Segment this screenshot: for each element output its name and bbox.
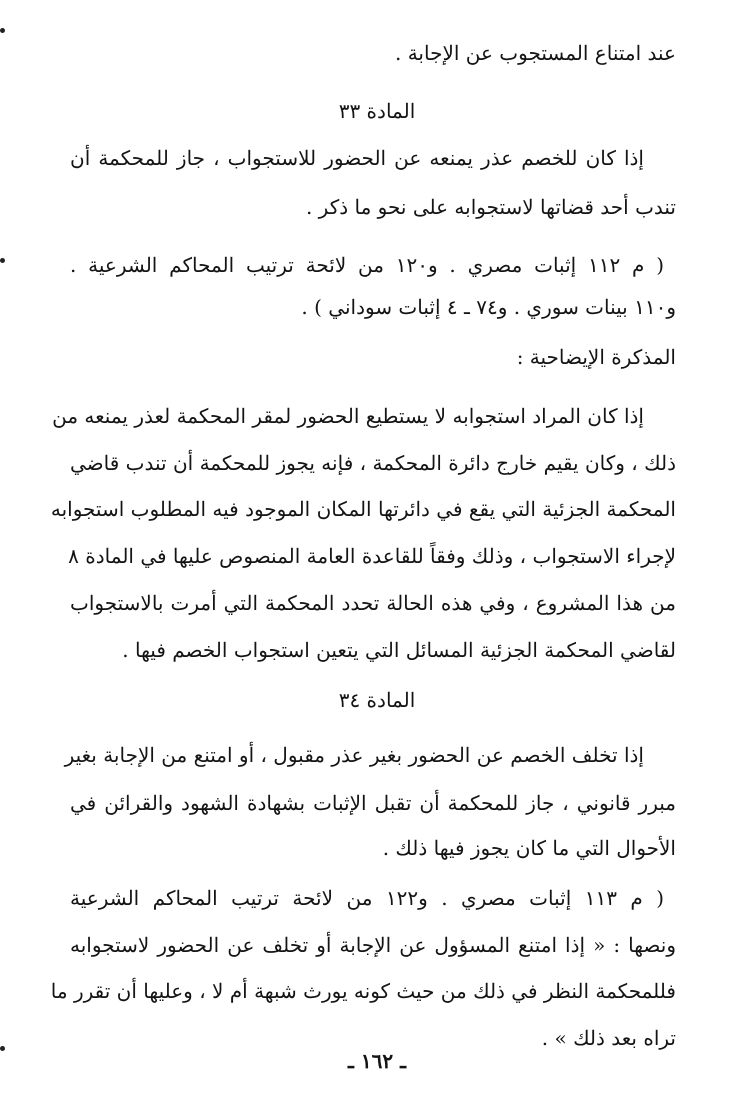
text-line: من هذا المشروع ، وفي هذه الحالة تحدد المحكمة التي أمرت بالاستجواب: [70, 591, 676, 615]
text-line: إذا كان المراد استجوابه لا يستطيع الحضور لمقر المحكمة لعذر يمنعه من: [52, 404, 644, 428]
text-line: ونصها : « إذا امتنع المسؤول عن الإجابة أو تخلف عن الحضور لاستجوابه: [70, 933, 676, 957]
text-line: الأحوال التي ما كان يجوز فيها ذلك .: [382, 836, 676, 860]
section-heading: المذكرة الإيضاحية :: [516, 345, 676, 369]
article-heading-33: المادة ٣٣: [338, 99, 416, 123]
scan-mark-top: [0, 28, 5, 33]
text-line: إذا تخلف الخصم عن الحضور بغير عذر مقبول ، أو امتنع من الإجابة بغير: [64, 743, 644, 767]
page-number: ـ ١٦٢ ـ: [348, 1049, 406, 1073]
scan-mark-middle: [0, 258, 5, 263]
text-line: لقاضي المحكمة الجزئية المسائل التي يتعين استجواب الخصم فيها .: [122, 638, 676, 662]
text-line: ذلك ، وكان يقيم خارج دائرة المحكمة ، فإنه يجوز للمحكمة أن تندب قاضي: [70, 451, 676, 475]
text-line: تراه بعد ذلك » .: [541, 1026, 676, 1050]
text-line: تندب أحد قضاتها لاستجوابه على نحو ما ذكر .: [305, 195, 676, 219]
text-line: ( م ١١٣ إثبات مصري . و١٢٢ من لائحة ترتيب المحاكم الشرعية: [70, 886, 664, 910]
text-line: و١١٠ بينات سوري . و٧٤ ـ ٤ إثبات سوداني ) .: [301, 295, 676, 319]
text-line: إذا كان للخصم عذر يمنعه عن الحضور للاستجواب ، جاز للمحكمة أن: [70, 146, 644, 170]
text-line: ( م ١١٢ إثبات مصري . و١٢٠ من لائحة ترتيب المحاكم الشرعية .: [70, 253, 664, 277]
text-line: المحكمة الجزئية التي يقع في دائرتها المكان الموجود فيه المطلوب استجوابه: [50, 497, 676, 521]
text-line: لإجراء الاستجواب ، وذلك وفقاً للقاعدة العامة المنصوص عليها في المادة ٨: [68, 544, 676, 568]
text-line: عند امتناع المستجوب عن الإجابة .: [394, 41, 676, 65]
text-line: مبرر قانوني ، جاز للمحكمة أن تقبل الإثبات بشهادة الشهود والقرائن في: [70, 791, 676, 815]
text-line: فللمحكمة النظر في ذلك من حيث كونه يورث شبهة أم لا ، وعليها أن تقرر ما: [50, 979, 676, 1003]
article-heading-34: المادة ٣٤: [338, 688, 416, 712]
